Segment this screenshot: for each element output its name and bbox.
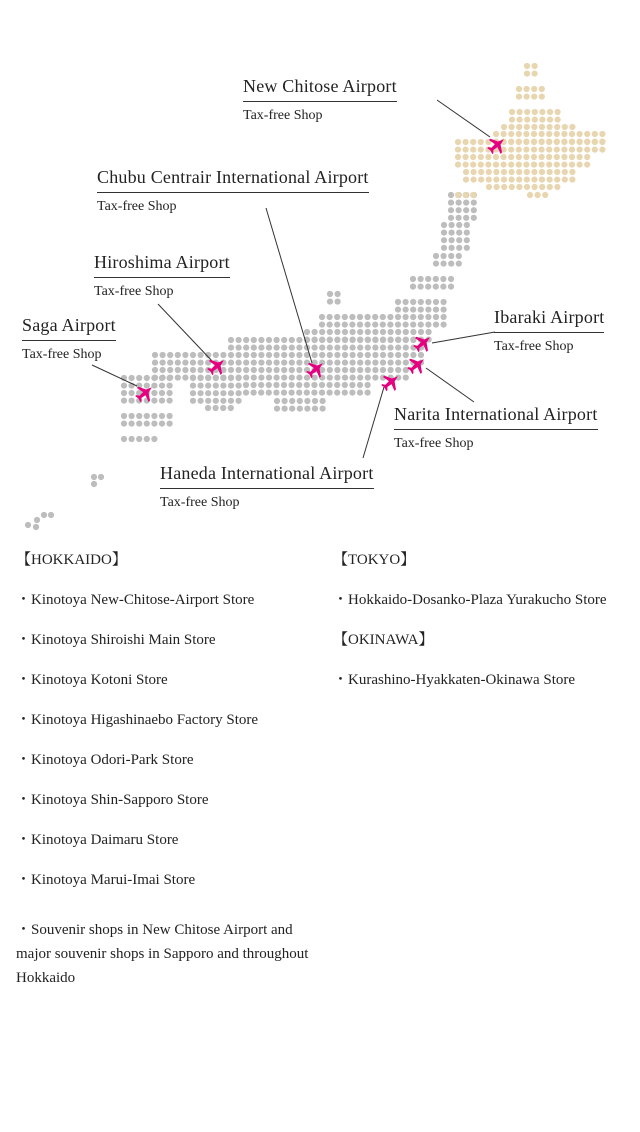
airport-label-narita[interactable] (394, 404, 598, 452)
airport-label-new-chitose[interactable] (243, 76, 397, 124)
airport-label-hiroshima[interactable] (94, 252, 230, 300)
airport-label-chubu[interactable] (97, 167, 369, 215)
store-item: ・Kinotoya Odori-Park Store (16, 752, 194, 768)
airport-name: Saga Airport (22, 315, 116, 341)
store-item: ・Hokkaido-Dosanko-Plaza Yurakucho Store (333, 592, 607, 608)
leader-line (437, 100, 490, 137)
leader-line (426, 368, 474, 402)
airport-sub: Tax-free Shop (394, 436, 474, 451)
airport-sub: Tax-free Shop (22, 347, 102, 362)
leader-line (432, 332, 495, 343)
store-item: ・Kinotoya Kotoni Store (16, 672, 168, 688)
store-list-tokyo-okinawa (333, 548, 633, 708)
airport-name: New Chitose Airport (243, 76, 397, 102)
store-item: ・Kinotoya Shin-Sapporo Store (16, 792, 209, 808)
airport-sub: Tax-free Shop (94, 284, 174, 299)
airport-sub: Tax-free Shop (97, 199, 177, 214)
store-item: ・Kinotoya Shiroishi Main Store (16, 632, 216, 648)
airport-sub: Tax-free Shop (243, 108, 323, 123)
airport-sub: Tax-free Shop (494, 339, 574, 354)
airport-name: Narita International Airport (394, 404, 598, 430)
store-list-hokkaido (16, 548, 331, 1006)
airport-name: Hiroshima Airport (94, 252, 230, 278)
store-item: ・Kinotoya Marui-Imai Store (16, 872, 196, 888)
airplane-icon[interactable] (378, 369, 404, 395)
region-title-hokkaido: 【HOKKAIDO】 (16, 552, 127, 568)
airport-label-saga[interactable] (22, 315, 116, 363)
airport-sub: Tax-free Shop (160, 495, 240, 510)
region-title-tokyo: 【TOKYO】 (333, 552, 416, 568)
store-item: ・Kinotoya Higashinaebo Factory Store (16, 712, 259, 728)
store-item: ・Kinotoya New-Chitose-Airport Store (16, 592, 255, 608)
airport-name: Haneda International Airport (160, 463, 374, 489)
airport-name: Chubu Centrair International Airport (97, 167, 369, 193)
store-item: ・Kinotoya Daimaru Store (16, 832, 179, 848)
airport-label-ibaraki[interactable] (494, 307, 604, 355)
region-title-okinawa: 【OKINAWA】 (333, 632, 434, 648)
store-item: ・Kurashino-Hyakkaten-Okinawa Store (333, 672, 576, 688)
airport-name: Ibaraki Airport (494, 307, 604, 333)
leader-line (363, 387, 384, 458)
store-item: ・Souvenir shops in New Chitose Airport and major souvenir shops in Sapporo and throughout Hokkaido (16, 922, 309, 986)
airport-label-haneda[interactable] (160, 463, 374, 511)
hokkaido-dots (455, 63, 606, 198)
